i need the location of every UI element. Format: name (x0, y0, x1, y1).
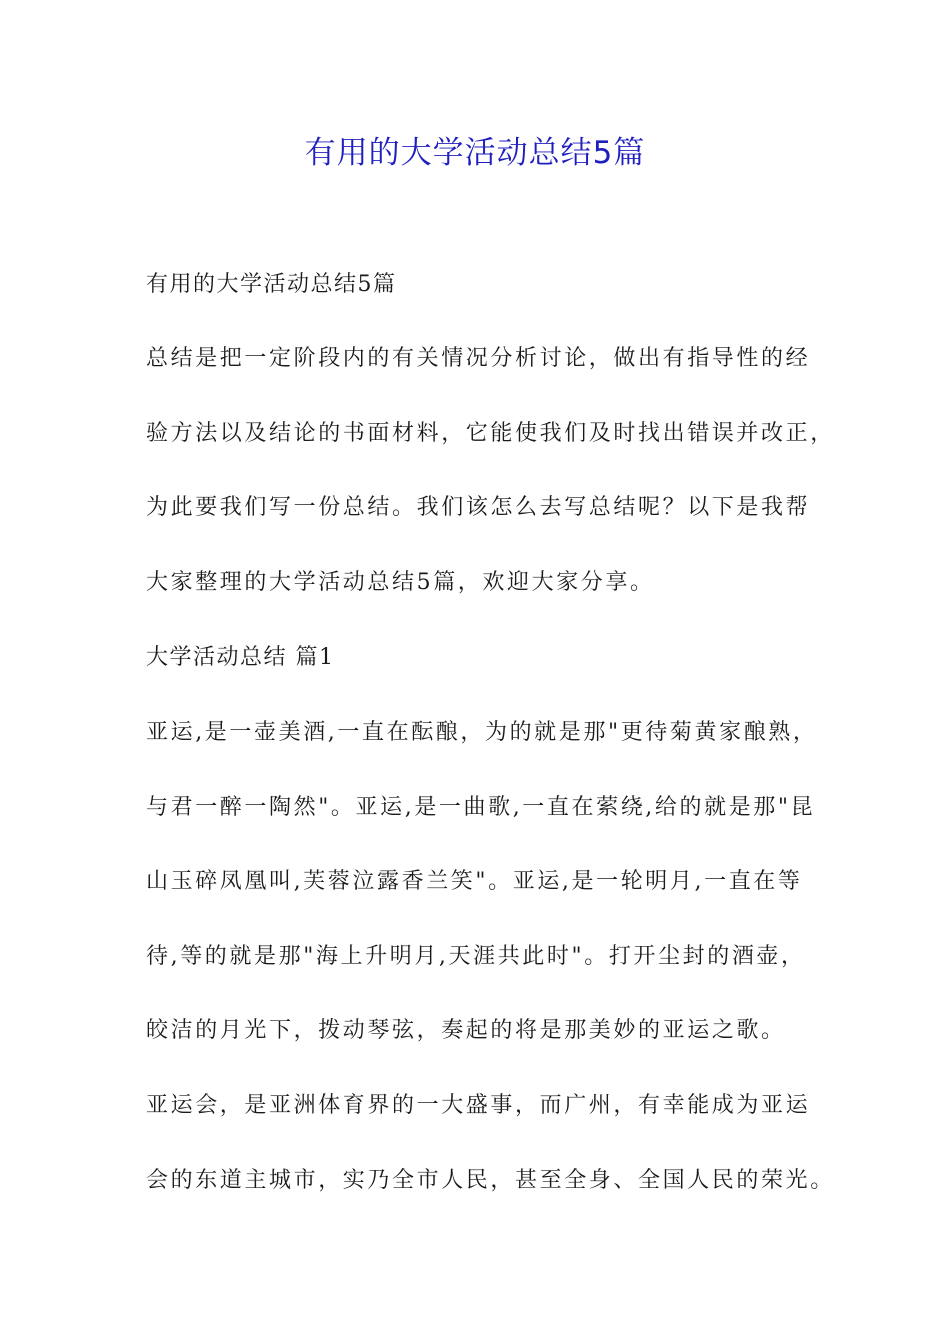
paragraph-line: 会的东道主城市，实乃全市人民，甚至全身、全国人民的荣光。 (146, 1168, 835, 1193)
document-subtitle: 有用的大学活动总结5篇 (146, 272, 397, 297)
paragraph-line: 皎洁的月光下，拨动琴弦，奏起的将是那美妙的亚运之歌。 (146, 1018, 786, 1043)
intro-line: 为此要我们写一份总结。我们该怎么去写总结呢？以下是我帮 (146, 495, 811, 520)
section-heading: 大学活动总结 篇1 (146, 645, 335, 670)
intro-line: 验方法以及结论的书面材料，它能使我们及时找出错误并改正， (146, 421, 835, 446)
paragraph-line: 待,等的就是那"海上升明月,天涯共此时"。打开尘封的酒壶， (146, 944, 806, 969)
paragraph-line: 山玉碎凤凰叫,芙蓉泣露香兰笑"。亚运,是一轮明月,一直在等 (146, 869, 803, 894)
paragraph-line: 亚运,是一壶美酒,一直在酝酿，为的就是那"更待菊黄家酿熟， (146, 720, 818, 745)
document-title: 有用的大学活动总结5篇 (304, 135, 646, 171)
intro-line: 总结是把一定阶段内的有关情况分析讨论，做出有指导性的经 (146, 346, 811, 371)
paragraph-line: 亚运会，是亚洲体育界的一大盛事，而广州，有幸能成为亚运 (146, 1093, 811, 1118)
paragraph-line: 与君一醉一陶然"。亚运,是一曲歌,一直在萦绕,给的就是那"昆 (146, 795, 816, 820)
intro-line: 大家整理的大学活动总结5篇，欢迎大家分享。 (146, 570, 655, 595)
